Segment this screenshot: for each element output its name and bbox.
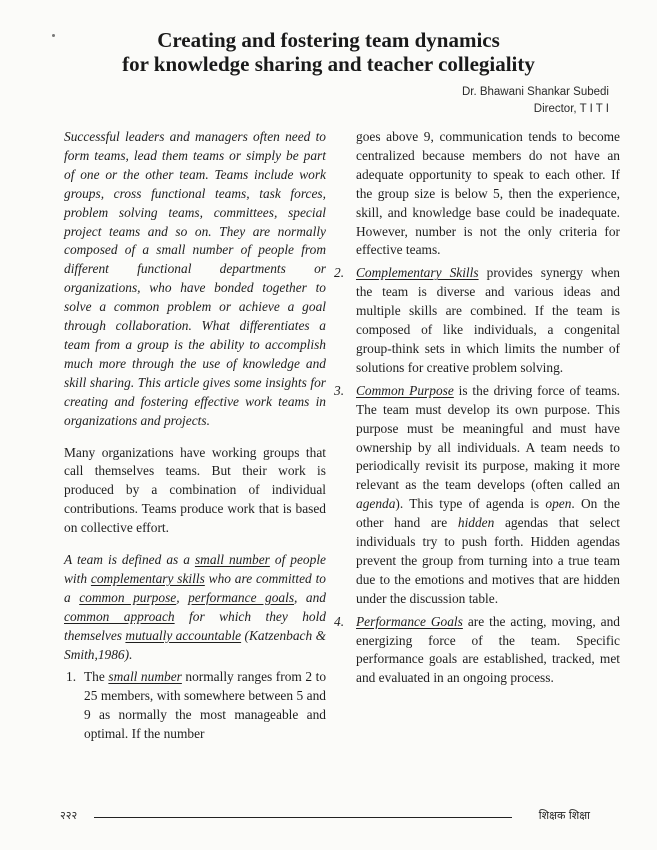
intro-paragraph: Many organizations have working groups that call themselves teams. But their work is produced by a combination of individual contributions. Teams produce work that is based on collective effort. [64, 444, 326, 536]
page-footer [60, 808, 590, 828]
list-number: 1. [66, 669, 77, 685]
title-line-2: for knowledge sharing and teacher collegiality [122, 52, 535, 76]
term-mutually-accountable: mutually accountable [125, 627, 242, 643]
list-item-4: 4. Performance Goals are the acting, moving, and energizing force of the team. Specific performance goals are established, tracked, met and evaluated in an ongoing process. [334, 613, 621, 686]
title-line-1: Creating and fostering team dynamics [157, 28, 500, 52]
author-position: Director, T I T I [533, 103, 609, 115]
list-number: 3. [334, 382, 345, 398]
term-complementary-skills: complementary skills [90, 570, 205, 586]
term-common-approach: common approach [64, 608, 175, 624]
continuation-paragraph: goes above 9, communication tends to become centralized because members do not have an adequate opportunity to speak to each other. If the group size is below 5, then the experience, skill, and knowledge base could be inadequate. However, number is not the only criteria for effective teams. [356, 129, 620, 258]
author-block [462, 84, 609, 118]
term-small-number-item: small number [108, 669, 182, 685]
list-number: 2. [334, 265, 345, 281]
list-item-3: 3. Common Purpose is the driving force of teams. The team must develop its own purpose. This purpose must be meaningful and must have ownership by all individuals. A team needs to periodically revisit its purpose, making it more relevant as the team develops (often called an agenda). This type of agenda is open. On the other hand are hidden agendas that select individuals try to push forth. Hidden agendas prevent the group from turning into a true team due to the emotions and motives that are hidden under the discussion table. [334, 382, 621, 606]
footer-rule [94, 817, 512, 818]
list-item-1: 1. The small number normally ranges from 2 to 25 members, with somewhere between 5 and 9 as normally the most manageable and optimal. If the number [66, 669, 327, 742]
term-small-number: small number [194, 552, 270, 568]
heading-performance-goals: Performance Goals [356, 613, 463, 629]
list-number: 4. [334, 613, 345, 629]
article-title [0, 28, 657, 76]
list-item-2: 2. Complementary Skills provides synergy when the team is diverse and various ideas and multiple skills are combined. If the team is composed of like individuals, a congenital group-think sets in which limits the number of solutions for creative problem solving. [334, 265, 620, 375]
left-column [64, 128, 326, 744]
magazine-name: शिक्षक शिक्षा [538, 809, 590, 822]
term-performance-goals: performance goals [188, 589, 295, 605]
author-name: Dr. Bhawani Shankar Subedi [461, 86, 609, 98]
term-common-purpose: common purpose [79, 589, 177, 605]
right-column [334, 128, 621, 688]
heading-common-purpose: Common Purpose [356, 382, 454, 398]
heading-complementary-skills: Complementary Skills [356, 265, 479, 281]
abstract: Successful leaders and managers often need to form teams, lead them teams or simply be part of one or the other team. Teams include work groups, cross functional teams, task forces, problem solving teams, committees, special project teams and so on. They are normally composed of a small number of people from different functional departments or organizations, who have bonded together to solve a common problem or achieve a goal through collaboration. What differentiates a team from a group is the ability to accomplish much more through the use of knowledge and skill sharing. This article gives some insights for creating and fostering effective work teams in organizations and projects. [64, 129, 326, 428]
team-definition: A team is defined as a small number of people with complementary skills who are committed to a common purpose, performance goals, and common approach for which they hold themselves mutually accountable (Katzenbach & Smith,1986). [64, 552, 326, 662]
page-number: २२२ [60, 809, 78, 822]
